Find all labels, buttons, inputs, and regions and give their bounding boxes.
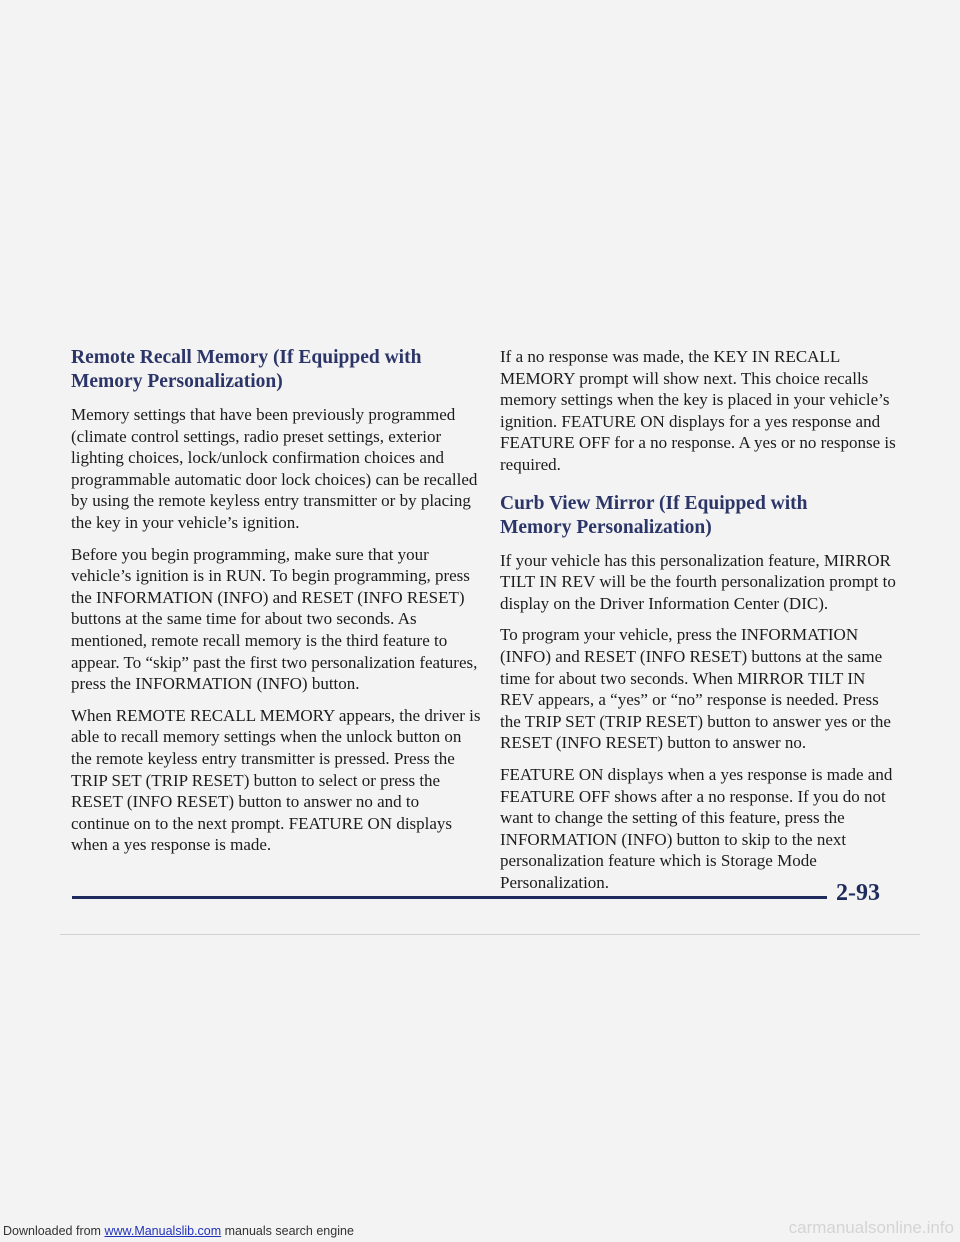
- remote-recall-paragraph-3: When REMOTE RECALL MEMORY appears, the driver is able to recall memory settings when the unlock button on the remote keyless entry transmitter is pressed. Press the TRIP SET (TRIP RESET) button to select or press the RESET (INFO RESET) button to answer no and to continue on to the next prompt. FEATURE ON displays when a yes response is made.: [71, 705, 481, 855]
- curb-view-paragraph-3: FEATURE ON displays when a yes response is made and FEATURE OFF shows after a no response. If you do not want to change the setting of this feature, press the INFORMATION (INFO) button to skip to the next personalization feature which is Storage Mode Personalization.: [500, 764, 893, 892]
- key-in-recall-paragraph: If a no response was made, the KEY IN RECALL MEMORY prompt will show next. This choice recalls memory settings when the key is placed in your vehicle’s ignition. FEATURE ON displays for a yes response and FEATURE OFF for a no response. A yes or no response is required.: [500, 347, 896, 474]
- remote-recall-heading: [71, 346, 481, 394]
- scan-line: [60, 934, 920, 935]
- footer-suffix: manuals search engine: [221, 1224, 354, 1238]
- curb-view-paragraph-1: If your vehicle has this personalization feature, MIRROR TILT IN REV will be the fourth personalization prompt to display on the Driver Information Center (DIC).: [500, 550, 896, 613]
- download-footer: [3, 1224, 354, 1238]
- remote-recall-heading-line2: Memory Personalization): [71, 371, 283, 392]
- remote-recall-heading-line1: Remote Recall Memory (If Equipped with: [71, 347, 422, 368]
- left-column: [71, 346, 481, 856]
- watermark: carmanualsonline.info: [788, 1218, 954, 1237]
- footer-prefix: Downloaded from: [3, 1224, 105, 1238]
- remote-recall-paragraph-1: Memory settings that have been previously programmed (climate control settings, radio preset settings, exterior lighting choices, lock/unlock confirmation choices and programmable automatic door lock choices) can be recalled by using the remote keyless entry transmitter or by placing the key in your vehicle’s ignition.: [71, 405, 478, 532]
- remote-recall-paragraph-2: Before you begin programming, make sure that your vehicle’s ignition is in RUN. To begin programming, press the INFORMATION (INFO) and RESET (INFO RESET) buttons at the same time for about two seconds. As mentioned, remote recall memory is the third feature to appear. To “skip” past the first two personalization features, press the INFORMATION (INFO) button.: [71, 544, 478, 694]
- page-rule: [72, 896, 827, 899]
- curb-view-heading-line2: Memory Personalization): [500, 516, 712, 538]
- manualslib-link[interactable]: www.Manualslib.com: [104, 1224, 222, 1238]
- curb-view-heading-line1: Curb View Mirror (If Equipped with: [500, 492, 808, 514]
- page-number: 2-93: [836, 880, 880, 906]
- curb-view-paragraph-2: To program your vehicle, press the INFORMATION (INFO) and RESET (INFO RESET) buttons at the same time for about two seconds. When MIRROR TILT IN REV appears, a “yes” or “no” response is needed. Press the TRIP SET (TRIP RESET) button to answer yes or the RESET (INFO RESET) button to answer no.: [500, 625, 891, 753]
- curb-view-heading: [500, 492, 898, 540]
- right-column: [500, 346, 898, 893]
